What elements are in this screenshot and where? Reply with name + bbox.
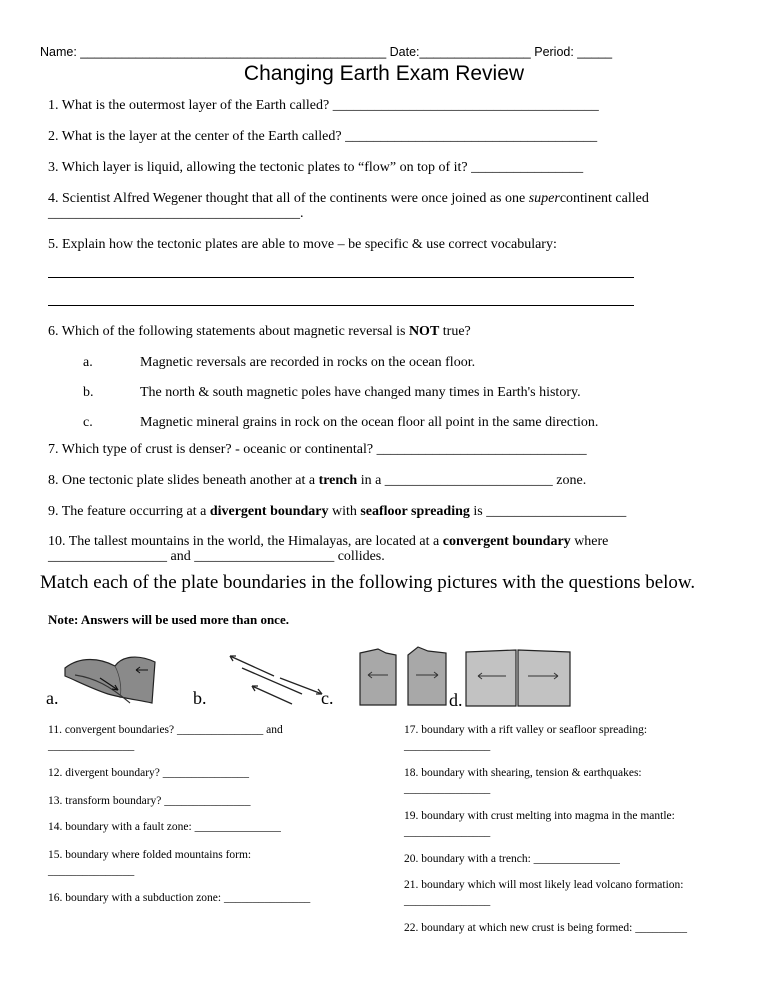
question-5: 5. Explain how the tectonic plates are able to move – be specific & use correct vocabulary: <box>48 237 557 252</box>
question-18-line-2: _______________ <box>404 783 491 795</box>
figure-a-convergent-illustration <box>60 648 160 708</box>
question-4-emphasis: super <box>528 191 560 206</box>
question-6-text: 6. Which of the following statements about magnetic reversal is <box>48 324 409 339</box>
question-10-bold: convergent boundary <box>442 534 571 549</box>
header-fields: Name: ____________________________________________ Date:________________ Period: _____ <box>40 45 613 59</box>
option-a-text: Magnetic reversals are recorded in rocks on the ocean floor. <box>140 355 476 370</box>
option-c-text: Magnetic mineral grains in rock on the ocean floor all point in the same direction. <box>140 415 599 430</box>
question-21-line-2: _______________ <box>404 895 491 907</box>
figure-c-divergent-illustration <box>356 645 450 709</box>
question-10-line-2: _________________ and ____________________ collides. <box>48 549 385 564</box>
section-title: Match each of the plate boundaries in the following pictures with the questions below. <box>40 572 696 593</box>
question-15-line-2: _______________ <box>48 865 135 877</box>
question-18: 18. boundary with shearing, tension & earthquakes: <box>404 767 642 779</box>
question-6 <box>48 323 471 340</box>
page-title: Changing Earth Exam Review <box>243 62 525 85</box>
question-9-bold-1: divergent boundary <box>209 504 329 519</box>
question-6-text-end: true? <box>439 324 471 339</box>
question-22: 22. boundary at which new crust is being formed: _________ <box>404 922 687 934</box>
option-b-text: The north & south magnetic poles have changed many times in Earth's history. <box>140 385 581 400</box>
question-9-text: 9. The feature occurring at a <box>48 504 210 519</box>
question-7: 7. Which type of crust is denser? - oceanic or continental? ______________________________ <box>48 442 587 457</box>
question-14: 14. boundary with a fault zone: _______________ <box>48 821 281 833</box>
question-11: 11. convergent boundaries? _______________ and <box>48 724 283 736</box>
question-8-text-end: in a ________________________ zone. <box>357 473 587 488</box>
question-17-line-2: _______________ <box>404 740 491 752</box>
question-8-text: 8. One tectonic plate slides beneath another at a <box>48 473 319 488</box>
question-6-bold: NOT <box>408 324 440 339</box>
question-3: 3. Which layer is liquid, allowing the tectonic plates to “flow” on top of it? ________________ <box>48 160 584 175</box>
figure-label-a: a. <box>46 688 59 708</box>
question-19-line-2: _______________ <box>404 826 491 838</box>
option-b-letter: b. <box>83 385 94 400</box>
question-17: 17. boundary with a rift valley or seafloor spreading: <box>404 724 648 736</box>
option-c-letter: c. <box>83 415 93 430</box>
question-4-text: 4. Scientist Alfred Wegener thought that all of the continents were once joined as one <box>48 191 529 206</box>
option-a-letter: a. <box>83 355 93 370</box>
question-9 <box>48 503 626 520</box>
question-8 <box>48 472 586 489</box>
question-4-answer-line: ____________________________________. <box>48 206 304 221</box>
question-10-text-end: where <box>570 534 609 549</box>
question-5-answer-line-1 <box>48 277 634 278</box>
question-15: 15. boundary where folded mountains form: <box>48 849 252 861</box>
question-20: 20. boundary with a trench: _______________ <box>404 853 620 865</box>
question-8-bold: trench <box>318 473 358 488</box>
figure-label-c: c. <box>321 688 334 708</box>
note: Note: Answers will be used more than once. <box>48 612 289 627</box>
question-21: 21. boundary which will most likely lead volcano formation: <box>404 879 684 891</box>
question-12: 12. divergent boundary? _______________ <box>48 767 250 779</box>
question-9-text-mid: with <box>328 504 361 519</box>
question-13: 13. transform boundary? _______________ <box>48 795 251 807</box>
question-19: 19. boundary with crust melting into magma in the mantle: <box>404 810 675 822</box>
question-1: 1. What is the outermost layer of the Earth called? ______________________________________ <box>48 98 599 113</box>
figure-label-b: b. <box>193 688 207 708</box>
figure-label-d: d. <box>449 690 463 710</box>
question-2: 2. What is the layer at the center of the Earth called? ____________________________________ <box>48 129 598 144</box>
question-16: 16. boundary with a subduction zone: _______________ <box>48 892 311 904</box>
question-5-answer-line-2 <box>48 305 634 306</box>
question-4-text-end: continent called <box>559 191 649 206</box>
question-10-text: 10. The tallest mountains in the world, the Himalayas, are located at a <box>48 534 443 549</box>
question-9-text-end: is ____________________ <box>469 504 627 519</box>
question-9-bold-2: seafloor spreading <box>360 504 470 519</box>
figure-b-transform-illustration <box>222 650 328 710</box>
question-11-line-2: _______________ <box>48 740 135 752</box>
figure-d-boundary-illustration <box>462 646 574 710</box>
